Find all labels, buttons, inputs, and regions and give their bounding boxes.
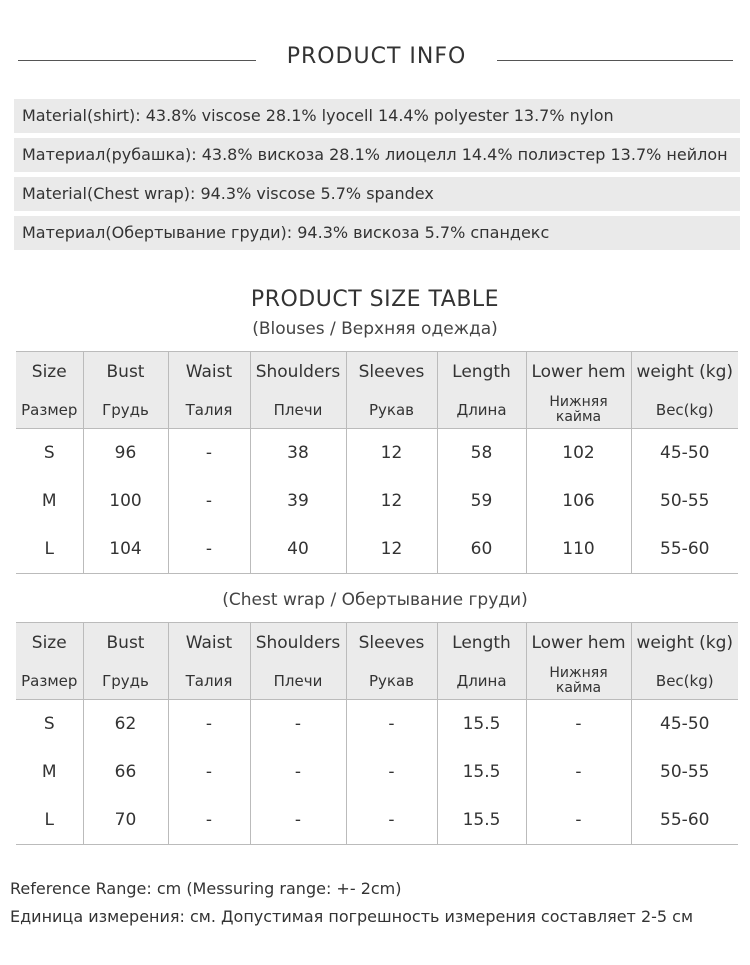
table-cell: -	[168, 525, 250, 574]
material-chest-wrap-ru: Материал(Обертывание груди): 94.3% вискоза 5.7% спандекс	[14, 216, 740, 250]
column-header-ru: Плечи	[250, 663, 346, 700]
blouses-subtitle: (Blouses / Верхняя одежда)	[252, 319, 498, 339]
column-header-ru: Рукав	[346, 663, 437, 700]
table-cell: 100	[83, 477, 168, 525]
column-header-ru: Плечи	[250, 392, 346, 429]
table-row	[16, 700, 738, 749]
column-header-ru: Талия	[168, 392, 250, 429]
column-header-ru: Нижняя кайма	[526, 663, 631, 700]
blouses-size-table	[16, 351, 738, 574]
column-header-en: Size	[16, 623, 83, 664]
materials-list	[14, 99, 740, 255]
header-divider-left	[18, 60, 256, 61]
table-row	[16, 477, 738, 525]
table-cell: -	[168, 748, 250, 796]
table-cell: 45-50	[631, 429, 738, 478]
column-header-en: Lower hem	[526, 623, 631, 664]
material-shirt-ru: Материал(рубашка): 43.8% вискоза 28.1% лиоцелл 14.4% полиэстер 13.7% нейлон	[14, 138, 740, 172]
table-cell: 60	[437, 525, 526, 574]
table-cell: -	[168, 429, 250, 478]
chest-wrap-subtitle: (Chest wrap / Обертывание груди)	[222, 590, 528, 610]
table-row	[16, 525, 738, 574]
column-header-ru: Грудь	[83, 663, 168, 700]
table-cell: S	[16, 429, 83, 478]
column-header-en: Waist	[168, 352, 250, 393]
table-cell: 55-60	[631, 796, 738, 845]
table-cell: 15.5	[437, 700, 526, 749]
column-header-en: Lower hem	[526, 352, 631, 393]
table-cell: S	[16, 700, 83, 749]
table-cell: 104	[83, 525, 168, 574]
column-header-ru: Талия	[168, 663, 250, 700]
reference-range-en: Reference Range: cm (Messuring range: +- 2cm)	[10, 879, 402, 898]
table-cell: M	[16, 477, 83, 525]
table-cell: 45-50	[631, 700, 738, 749]
header-row-ru	[16, 392, 738, 429]
column-header-en: Length	[437, 352, 526, 393]
column-header-en: weight (kg)	[631, 623, 738, 664]
table-cell: -	[346, 748, 437, 796]
table-cell: -	[168, 477, 250, 525]
table-cell: -	[526, 796, 631, 845]
product-info-title: PRODUCT INFO	[286, 44, 467, 69]
column-header-ru: Размер	[16, 392, 83, 429]
column-header-en: Sleeves	[346, 352, 437, 393]
column-header-ru: Размер	[16, 663, 83, 700]
table-cell: 70	[83, 796, 168, 845]
material-shirt-en: Material(shirt): 43.8% viscose 28.1% lyocell 14.4% polyester 13.7% nylon	[14, 99, 740, 133]
table-cell: -	[250, 796, 346, 845]
column-header-en: Waist	[168, 623, 250, 664]
column-header-ru: Вес(kg)	[631, 663, 738, 700]
reference-range-ru: Единица измерения: см. Допустимая погрешность измерения составляет 2-5 см	[10, 907, 694, 926]
header-divider-right	[497, 60, 733, 61]
chest-wrap-size-table	[16, 622, 738, 845]
table-cell: -	[168, 796, 250, 845]
table-cell: L	[16, 796, 83, 845]
table-cell: 55-60	[631, 525, 738, 574]
table-cell: 12	[346, 477, 437, 525]
table-cell: 15.5	[437, 796, 526, 845]
column-header-ru: Длина	[437, 392, 526, 429]
column-header-en: Length	[437, 623, 526, 664]
table-cell: 59	[437, 477, 526, 525]
header-row-ru	[16, 663, 738, 700]
column-header-en: Size	[16, 352, 83, 393]
table-cell: M	[16, 748, 83, 796]
table-cell: L	[16, 525, 83, 574]
table-cell: 66	[83, 748, 168, 796]
header-row-en	[16, 623, 738, 664]
table-cell: 110	[526, 525, 631, 574]
column-header-ru: Грудь	[83, 392, 168, 429]
table-row	[16, 748, 738, 796]
column-header-ru: Длина	[437, 663, 526, 700]
table-cell: 58	[437, 429, 526, 478]
table-cell: -	[526, 748, 631, 796]
table-cell: 50-55	[631, 477, 738, 525]
table-cell: 40	[250, 525, 346, 574]
column-header-en: Shoulders	[250, 623, 346, 664]
table-cell: 12	[346, 429, 437, 478]
table-cell: 15.5	[437, 748, 526, 796]
table-cell: 50-55	[631, 748, 738, 796]
table-cell: 62	[83, 700, 168, 749]
column-header-en: Bust	[83, 352, 168, 393]
table-row	[16, 796, 738, 845]
column-header-en: weight (kg)	[631, 352, 738, 393]
table-cell: 102	[526, 429, 631, 478]
product-info-header	[0, 44, 750, 78]
table-cell: -	[250, 700, 346, 749]
table-cell: -	[250, 748, 346, 796]
column-header-ru: Вес(kg)	[631, 392, 738, 429]
table-cell: -	[168, 700, 250, 749]
table-cell: 39	[250, 477, 346, 525]
table-cell: 96	[83, 429, 168, 478]
header-row-en	[16, 352, 738, 393]
column-header-ru: Нижняя кайма	[526, 392, 631, 429]
material-chest-wrap-en: Material(Chest wrap): 94.3% viscose 5.7% spandex	[14, 177, 740, 211]
column-header-en: Sleeves	[346, 623, 437, 664]
table-row	[16, 429, 738, 478]
column-header-en: Bust	[83, 623, 168, 664]
table-cell: -	[346, 700, 437, 749]
table-cell: 106	[526, 477, 631, 525]
table-cell: 12	[346, 525, 437, 574]
column-header-en: Shoulders	[250, 352, 346, 393]
table-cell: -	[346, 796, 437, 845]
table-cell: -	[526, 700, 631, 749]
column-header-ru: Рукав	[346, 392, 437, 429]
size-table-title: PRODUCT SIZE TABLE	[250, 287, 500, 312]
table-cell: 38	[250, 429, 346, 478]
